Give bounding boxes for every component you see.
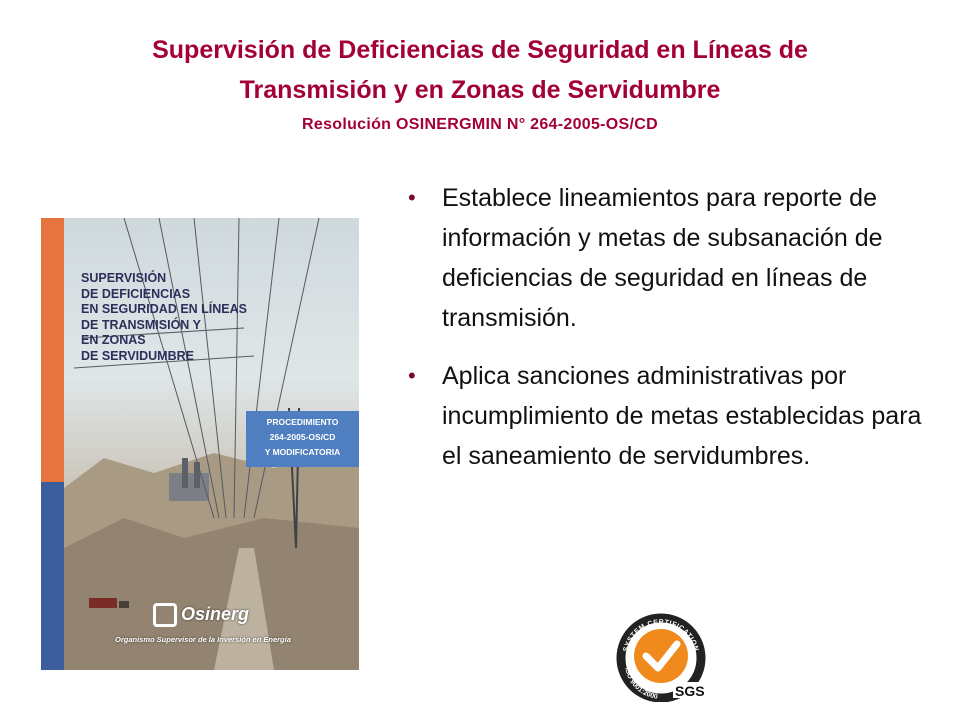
bullet-item (400, 178, 930, 338)
cover-procedure-line: PROCEDIMIENTO (266, 417, 339, 427)
slide-title-line-1: Supervisión de Deficiencias de Seguridad en Líneas de (152, 36, 808, 64)
cover-blue-band (41, 482, 64, 670)
slide-title-line-2: Transmisión y en Zonas de Servidumbre (239, 76, 721, 104)
cover-title-line: DE SERVIDUMBRE (81, 348, 194, 363)
cover-title (81, 271, 351, 364)
slide-title (0, 30, 960, 110)
bullet-text: Establece lineamientos para reporte de información y metas de subsanación de deficiencias de seguridad en líneas de transmisión. (442, 184, 883, 332)
book-cover-image (41, 218, 359, 670)
seal-ring-bottom-text: ISO 9001:2000 (623, 667, 659, 701)
cover-procedure-line: 264-2005-OS/CD (269, 432, 336, 442)
bullet-dot-icon: • (408, 363, 416, 388)
bullet-text: Aplica sanciones administrativas por incumplimiento de metas establecidas para el saneamiento de servidumbres. (442, 362, 922, 470)
cover-title-line: EN SEGURIDAD EN LÍNEAS (81, 302, 247, 316)
slide-subtitle: Resolución OSINERGMIN N° 264-2005-OS/CD (302, 116, 658, 133)
osinerg-logo-icon (153, 603, 177, 627)
bullet-item (400, 356, 930, 476)
cover-procedure-box (246, 411, 359, 467)
cover-organization: Organismo Supervisor de la Inversión en Energía (115, 635, 291, 644)
cover-procedure-line: Y MODIFICATORIA (264, 447, 341, 457)
bullet-dot-icon: • (408, 185, 416, 210)
bullet-list (400, 178, 930, 476)
cover-orange-band (41, 218, 64, 482)
seal-brand-text: SGS (675, 683, 705, 699)
cover-title-line: EN ZONAS (81, 333, 146, 347)
seal-ring-top-text: SYSTEM CERTIFICATION (622, 618, 700, 653)
sgs-iso-certification-seal (613, 612, 709, 702)
osinerg-logo (153, 603, 283, 629)
cover-title-line: DE TRANSMISIÓN Y (81, 317, 201, 332)
osinerg-logo-text: Osinerg (181, 604, 250, 624)
cover-title-line: SUPERVISIÓN (81, 271, 167, 285)
cover-title-line: DE DEFICIENCIAS (81, 286, 191, 301)
